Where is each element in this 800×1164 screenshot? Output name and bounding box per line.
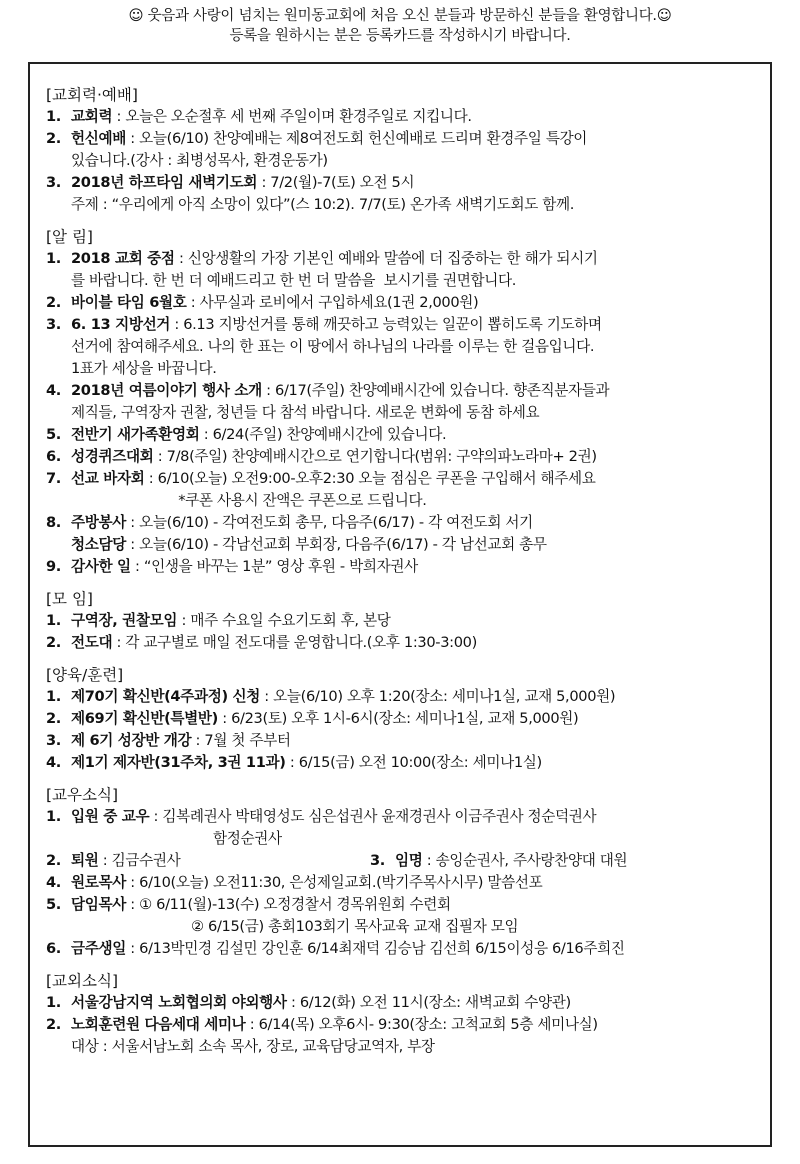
item-number: 3. — [46, 174, 61, 191]
item-number: 8. — [46, 514, 61, 531]
item-text: : ① 6/11(월)-13(수) 오정경찰서 경목위원회 수련회 — [126, 896, 451, 913]
item-label: 제 6기 성장반 개강 — [71, 732, 192, 749]
bulletin-box — [28, 62, 772, 1147]
item-text: : 6/10(오늘) 오전9:00-오후2:30 오늘 점심은 쿠폰을 구입해서 해주세요 — [144, 470, 596, 487]
list-item — [46, 894, 758, 916]
item-text: : 7월 첫 주부터 — [191, 732, 291, 749]
list-row-pair — [46, 850, 758, 872]
item-number: 4. — [46, 382, 61, 399]
item-text: : 7/2(월)-7(토) 오전 5시 — [257, 174, 415, 191]
item-label: 바이블 타임 6월호 — [71, 294, 187, 311]
item-text: : 6/10(오늘) 오전11:30, 은성제일교회.(박기주목사시무) 말씀선포 — [126, 874, 543, 891]
item-continuation: 함정순권사 — [213, 830, 282, 847]
list-item — [46, 938, 758, 960]
item-label: 담임목사 — [71, 896, 126, 913]
item-number: 3. — [370, 852, 385, 869]
welcome-header — [0, 6, 800, 46]
item-text: : 김금수권사 — [98, 852, 181, 869]
item-text: : 김복례권사 박태영성도 심은섭권사 윤재경권사 이금주권사 정순덕권사 — [149, 808, 597, 825]
list-item — [46, 872, 758, 894]
item-label: 선교 바자회 — [71, 470, 145, 487]
item-continuation: 대상 : 서울서남노회 소속 목사, 장로, 교육담당교역자, 부장 — [71, 1038, 435, 1055]
item-label: 성경퀴즈대회 — [71, 448, 154, 465]
item-number: 4. — [46, 754, 61, 771]
item-label: 서울강남지역 노회협의회 야외행사 — [71, 994, 287, 1011]
item-label: 구역장, 권찰모임 — [71, 612, 178, 629]
item-continuation: 1표가 세상을 바꿉니다. — [71, 360, 217, 377]
list-item — [46, 806, 758, 828]
item-label: 제70기 확신반(4주과정) 신청 — [71, 688, 260, 705]
item-text: : 각 교구별로 매일 전도대를 운영합니다.(오후 1:30-3:00) — [112, 634, 477, 651]
section-title: [교우소식] — [46, 786, 118, 804]
list-item — [46, 468, 758, 490]
list-item — [46, 380, 758, 402]
item-text: : 오늘(6/10) - 각여전도회 총무, 다음주(6/17) - 각 여전도회 서기 — [126, 514, 533, 531]
list-item — [46, 686, 758, 708]
item-number: 6. — [46, 448, 61, 465]
item-text: : 6/15(금) 오전 10:00(장소: 세미나1실) — [285, 754, 542, 771]
section-title: [알 림] — [46, 228, 93, 246]
item-label: 6. 13 지방선거 — [71, 316, 171, 333]
item-continuation: 를 바랍니다. 한 번 더 예배드리고 한 번 더 말씀을 보시기를 권면합니다. — [71, 272, 516, 289]
item-text: : 6/17(주일) 찬양예배시간에 있습니다. 향존직분자들과 — [261, 382, 610, 399]
item-continuation: 있습니다.(강사 : 최병성목사, 환경운동가) — [71, 152, 328, 169]
item-label: 임명 — [395, 852, 423, 869]
item-continuation: *쿠폰 사용시 잔액은 쿠폰으로 드립니다. — [71, 492, 427, 509]
item-text: : 신앙생활의 가장 기본인 예배와 말씀에 더 집중하는 한 해가 되시기 — [174, 250, 598, 267]
item-text: : 오늘(6/10) 오후 1:20(장소: 세미나1실, 교재 5,000원) — [260, 688, 616, 705]
item-number: 6. — [46, 940, 61, 957]
item-label: 금주생일 — [71, 940, 126, 957]
item-label: 노회훈련원 다음세대 세미나 — [71, 1016, 246, 1033]
list-item — [46, 992, 758, 1014]
list-item — [46, 610, 758, 632]
item-continuation: 선거에 참여해주세요. 나의 한 표는 이 땅에서 하나님의 나라를 이루는 한 걸음입니다. — [71, 338, 595, 355]
item-label: 입원 중 교우 — [71, 808, 150, 825]
list-item — [46, 512, 758, 534]
item-number: 1. — [46, 994, 61, 1011]
item-label: 전반기 새가족환영회 — [71, 426, 200, 443]
item-label: 감사한 일 — [71, 558, 131, 575]
item-label: 제1기 제자반(31주차, 3권 11과) — [71, 754, 286, 771]
item-number: 2. — [46, 852, 61, 869]
list-item — [46, 534, 758, 556]
item-text: : 6/14(목) 오후6시- 9:30(장소: 고척교회 5층 세미나실) — [245, 1016, 598, 1033]
list-item — [370, 850, 627, 872]
item-number: 7. — [46, 470, 61, 487]
item-text: : 오늘은 오순절후 세 번째 주일이며 환경주일로 지킵니다. — [112, 108, 472, 125]
list-item — [46, 752, 758, 774]
item-text: : 오늘(6/10) - 각남선교회 부회장, 다음주(6/17) - 각 남선교회 총무 — [126, 536, 547, 553]
item-label: 전도대 — [71, 634, 113, 651]
list-item — [46, 424, 758, 446]
item-number: 9. — [46, 558, 61, 575]
section-title: [교외소식] — [46, 972, 118, 990]
item-number: 2. — [46, 710, 61, 727]
item-number: 1. — [46, 688, 61, 705]
item-text: : 송잉순권사, 주사랑찬양대 대원 — [422, 852, 628, 869]
section-title: [모 임] — [46, 590, 93, 608]
item-text: : 6/24(주일) 찬양예배시간에 있습니다. — [199, 426, 447, 443]
item-label: 헌신예배 — [71, 130, 126, 147]
item-text: : “인생을 바꾸는 1분” 영상 후원 - 박희자권사 — [130, 558, 418, 575]
item-text: : 6/12(화) 오전 11시(장소: 새벽교회 수양관) — [286, 994, 571, 1011]
item-number: 1. — [46, 250, 61, 267]
item-text: : 6/13박민경 김설민 강인훈 6/14최재덕 김승남 김선희 6/15이성응 6/16주희진 — [126, 940, 625, 957]
item-number: 2. — [46, 634, 61, 651]
item-text: : 7/8(주일) 찬양예배시간으로 연기합니다(범위: 구약의파노라마+ 2권) — [153, 448, 597, 465]
item-label: 원로목사 — [71, 874, 126, 891]
list-item — [46, 708, 758, 730]
item-text: : 6.13 지방선거를 통해 깨끗하고 능력있는 일꾼이 뽑히도록 기도하며 — [170, 316, 602, 333]
item-continuation: 제직들, 구역장자 권찰, 청년들 다 참석 바랍니다. 새로운 변화에 동참 하세요 — [71, 404, 540, 421]
list-item — [46, 446, 758, 468]
list-item — [46, 172, 758, 194]
item-number: 2. — [46, 130, 61, 147]
item-label: 2018년 하프타임 새벽기도회 — [71, 174, 258, 191]
item-label: 퇴원 — [71, 852, 99, 869]
item-number: 3. — [46, 732, 61, 749]
item-label: 교회력 — [71, 108, 113, 125]
item-label: 주방봉사 — [71, 514, 126, 531]
item-continuation: 주제 : “우리에게 아직 소망이 있다”(스 10:2). 7/7(토) 온가족 새벽기도회도 함께. — [71, 196, 575, 213]
list-item — [46, 556, 758, 578]
item-number: 3. — [46, 316, 61, 333]
item-text: : 매주 수요일 수요기도회 후, 본당 — [177, 612, 391, 629]
item-label: 2018 교회 중점 — [71, 250, 175, 267]
item-number: 1. — [46, 808, 61, 825]
welcome-line-1: ☺ 웃음과 사랑이 넘치는 원미동교회에 처음 오신 분들과 방문하신 분들을 환영합니다.☺ — [128, 8, 672, 24]
list-item — [46, 1014, 758, 1036]
item-label: 제69기 확신반(특별반) — [71, 710, 218, 727]
item-continuation: ② 6/15(금) 총회103회기 목사교육 교재 집필자 모임 — [191, 918, 519, 935]
item-number: 2. — [46, 294, 61, 311]
section-title: [교회력·예배] — [46, 86, 138, 104]
list-item — [46, 248, 758, 270]
item-number: 5. — [46, 896, 61, 913]
list-item — [46, 314, 758, 336]
bulletin-content — [46, 84, 758, 1058]
section-title: [양육/훈련] — [46, 666, 124, 684]
item-label: 2018년 여름이야기 행사 소개 — [71, 382, 262, 399]
item-text: : 사무실과 로비에서 구입하세요(1권 2,000원) — [186, 294, 479, 311]
list-item — [46, 128, 758, 150]
item-number: 2. — [46, 1016, 61, 1033]
item-label: 청소담당 — [71, 536, 126, 553]
item-number: 4. — [46, 874, 61, 891]
item-text: : 6/23(토) 오후 1시-6시(장소: 세미나1실, 교재 5,000원) — [217, 710, 579, 727]
item-number: 5. — [46, 426, 61, 443]
item-number: 1. — [46, 108, 61, 125]
welcome-line-2: 등록을 원하시는 분은 등록카드를 작성하시기 바랍니다. — [229, 28, 571, 44]
list-item — [46, 730, 758, 752]
item-number: 1. — [46, 612, 61, 629]
list-item — [46, 106, 758, 128]
list-item — [46, 632, 758, 654]
item-text: : 오늘(6/10) 찬양예배는 제8여전도회 헌신예배로 드리며 환경주일 특강이 — [126, 130, 588, 147]
list-item — [46, 292, 758, 314]
list-item — [46, 850, 370, 872]
